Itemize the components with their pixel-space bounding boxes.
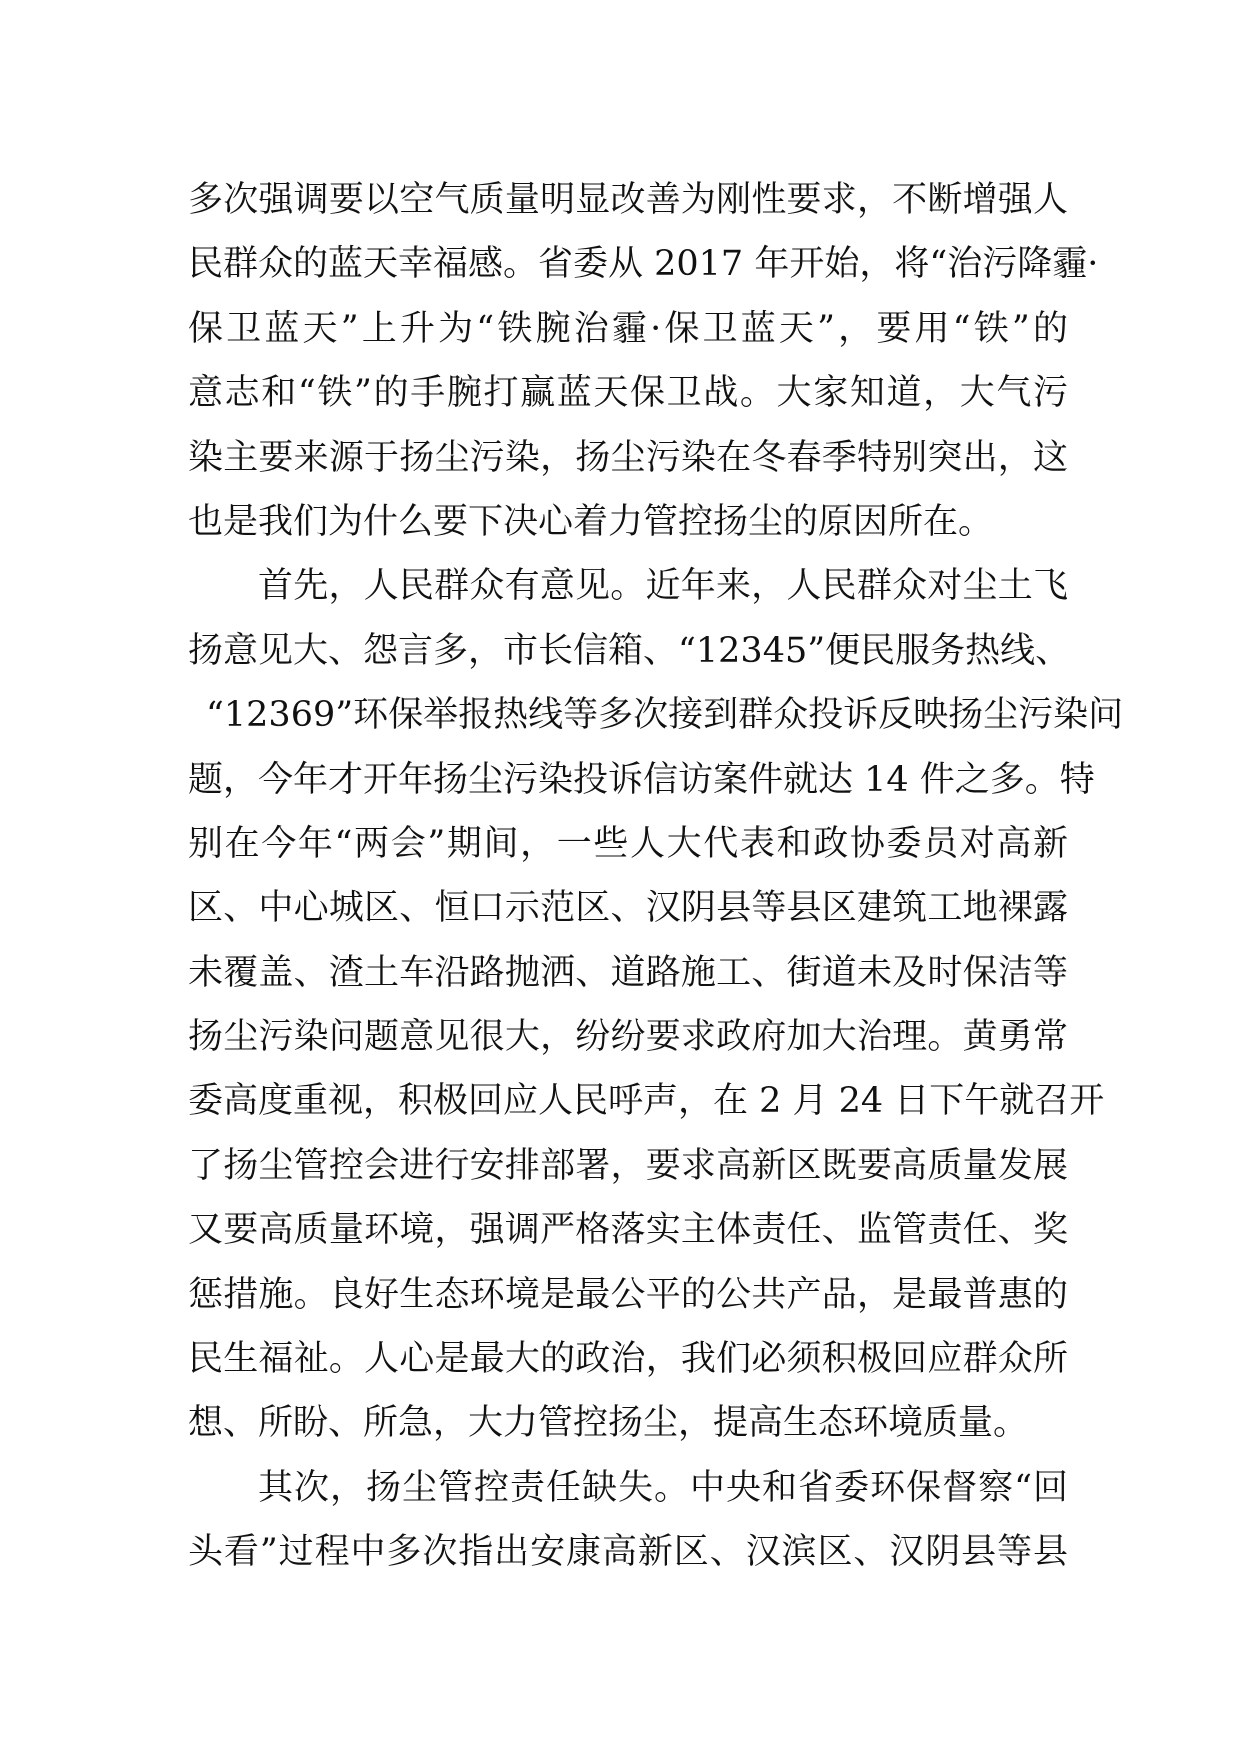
text-line: 染主要来源于扬尘污染，扬尘污染在冬春季特别突出，这: [188, 437, 1068, 478]
text-line: 未覆盖、渣土车沿路抛洒、道路施工、街道未及时保洁等: [188, 952, 1068, 993]
body-text: [188, 168, 1124, 1585]
text-line: 委高度重视，积极回应人民呼声，在 2 月 24 日下午就召开: [188, 1081, 1105, 1122]
text-line: 题，今年才开年扬尘污染投诉信访案件就达 14 件之多。特: [188, 759, 1095, 800]
text-line: 想、所盼、所急，大力管控扬尘，提高生态环境质量。: [188, 1403, 1029, 1444]
text-line: 民生福祉。人心是最大的政治，我们必须积极回应群众所: [188, 1339, 1068, 1380]
text-line: 扬意见大、怨言多，市长信箱、“12345”便民服务热线、: [188, 630, 1071, 671]
text-line: 又要高质量环境，强调严格落实主体责任、监管责任、奖: [188, 1210, 1068, 1251]
text-line: 别在今年“两会”期间，一些人大代表和政协委员对高新: [188, 823, 1068, 864]
text-line: 了扬尘管控会进行安排部署，要求高新区既要高质量发展: [188, 1145, 1068, 1186]
text-line: 保卫蓝天”上升为“铁腕治霾·保卫蓝天”，要用“铁”的: [188, 308, 1068, 349]
text-line: 也是我们为什么要下决心着力管控扬尘的原因所在。: [188, 501, 994, 542]
text-line: 意志和“铁”的手腕打赢蓝天保卫战。大家知道，大气污: [188, 373, 1068, 414]
paragraph-first-line: 首先，人民群众有意见。近年来，人民群众对尘土飞: [258, 566, 1068, 607]
paragraph-first-line: 其次，扬尘管控责任缺失。中央和省委环保督察“回: [258, 1467, 1068, 1508]
text-line: “12369”环保举报热线等多次接到群众投诉反映扬尘污染问: [206, 695, 1124, 736]
text-line: 多次强调要以空气质量明显改善为刚性要求，不断增强人: [188, 180, 1068, 220]
text-line: 扬尘污染问题意见很大，纷纷要求政府加大治理。黄勇常: [188, 1017, 1068, 1058]
text-line: 区、中心城区、恒口示范区、汉阴县等县区建筑工地裸露: [188, 888, 1068, 929]
text-line: 民群众的蓝天幸福感。省委从 2017 年开始，将“治污降霾·: [188, 244, 1099, 285]
text-line: 头看”过程中多次指出安康高新区、汉滨区、汉阴县等县: [188, 1532, 1068, 1573]
text-line: 惩措施。良好生态环境是最公平的公共产品，是最普惠的: [188, 1274, 1068, 1315]
